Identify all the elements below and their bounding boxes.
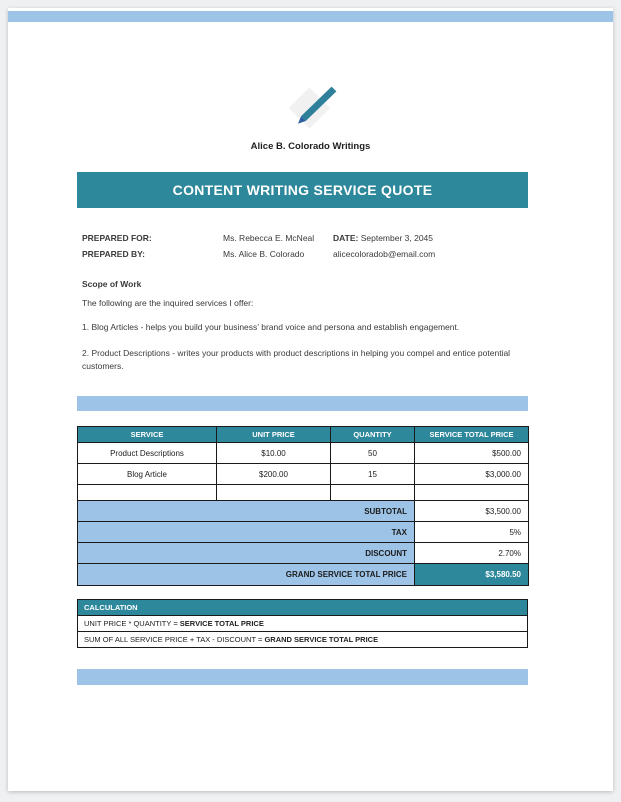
company-name: Alice B. Colorado Writings <box>250 141 371 152</box>
empty-row <box>78 485 529 501</box>
formula-grand-total <box>78 632 528 648</box>
top-accent-bar <box>8 11 613 22</box>
discount-value: 2.70% <box>415 543 529 564</box>
formula-bold-text: GRAND SERVICE TOTAL PRICE <box>264 635 379 644</box>
grand-total-value: $3,580.50 <box>415 564 529 586</box>
table-row <box>78 443 529 464</box>
divider-bar-top <box>77 396 528 411</box>
calculation-header-row <box>78 600 528 616</box>
document-page <box>8 8 613 791</box>
cell-service: Blog Article <box>78 464 217 485</box>
formula-plain-text: UNIT PRICE * QUANTITY = <box>84 619 180 628</box>
calculation-formula-row <box>78 616 528 632</box>
divider-bar-bottom <box>77 669 528 685</box>
cell-quantity: 15 <box>331 464 415 485</box>
col-header-service-total-price: SERVICE TOTAL PRICE <box>415 427 529 443</box>
col-header-service: SERVICE <box>78 427 217 443</box>
col-header-unit-price: UNIT PRICE <box>217 427 331 443</box>
document-title: CONTENT WRITING SERVICE QUOTE <box>172 182 433 198</box>
calculation-table <box>77 599 528 648</box>
empty-cell <box>331 485 415 501</box>
formula-plain-text: SUM OF ALL SERVICE PRICE + TAX - DISCOUNT = <box>84 635 265 644</box>
prepared-by-label: PREPARED BY: <box>82 249 145 259</box>
discount-label: DISCOUNT <box>78 543 415 564</box>
quote-table-header-row <box>78 427 529 443</box>
subtotal-value: $3,500.00 <box>415 501 529 522</box>
cell-total: $500.00 <box>415 443 529 464</box>
col-header-quantity: QUANTITY <box>331 427 415 443</box>
date-line <box>333 232 533 244</box>
cell-unit-price: $200.00 <box>217 464 331 485</box>
tax-row <box>78 522 529 543</box>
subtotal-label: SUBTOTAL <box>78 501 415 522</box>
service-item-product-descriptions: 2. Product Descriptions - writes your products with product descriptions in helping you compel and entice potential customers. <box>82 348 511 371</box>
pencil-logo-icon <box>281 78 341 138</box>
cell-quantity: 50 <box>331 443 415 464</box>
document-title-banner <box>77 172 528 208</box>
email-value: alicecoloradob@email.com <box>333 249 436 259</box>
date-label: DATE: <box>333 233 359 243</box>
date-value: September 3, 2045 <box>358 233 434 243</box>
tax-value: 5% <box>415 522 529 543</box>
cell-unit-price: $10.00 <box>217 443 331 464</box>
prepared-for-value: Ms. Rebecca E. McNeal <box>223 233 315 243</box>
scope-of-work-heading: Scope of Work <box>82 279 142 289</box>
grand-total-label: GRAND SERVICE TOTAL PRICE <box>78 564 415 586</box>
calculation-header: CALCULATION <box>78 600 528 616</box>
prepared-by-value: Ms. Alice B. Colorado <box>223 249 305 259</box>
service-item-blog-articles: 1. Blog Articles - helps you build your business’ brand voice and persona and establish engagement. <box>82 322 460 332</box>
formula-service-total <box>78 616 528 632</box>
empty-cell <box>78 485 217 501</box>
cell-total: $3,000.00 <box>415 464 529 485</box>
empty-cell <box>415 485 529 501</box>
formula-bold-text: SERVICE TOTAL PRICE <box>179 619 264 628</box>
prepared-for-label: PREPARED FOR: <box>82 233 152 243</box>
discount-row <box>78 543 529 564</box>
grand-total-row <box>78 564 529 586</box>
quote-table <box>77 426 529 586</box>
table-row <box>78 464 529 485</box>
empty-cell <box>217 485 331 501</box>
cell-service: Product Descriptions <box>78 443 217 464</box>
calculation-formula-row <box>78 632 528 648</box>
tax-label: TAX <box>78 522 415 543</box>
scope-intro-text: The following are the inquired services I offer: <box>82 298 254 308</box>
prepared-info-section <box>82 232 533 260</box>
company-logo <box>8 78 613 138</box>
subtotal-row <box>78 501 529 522</box>
